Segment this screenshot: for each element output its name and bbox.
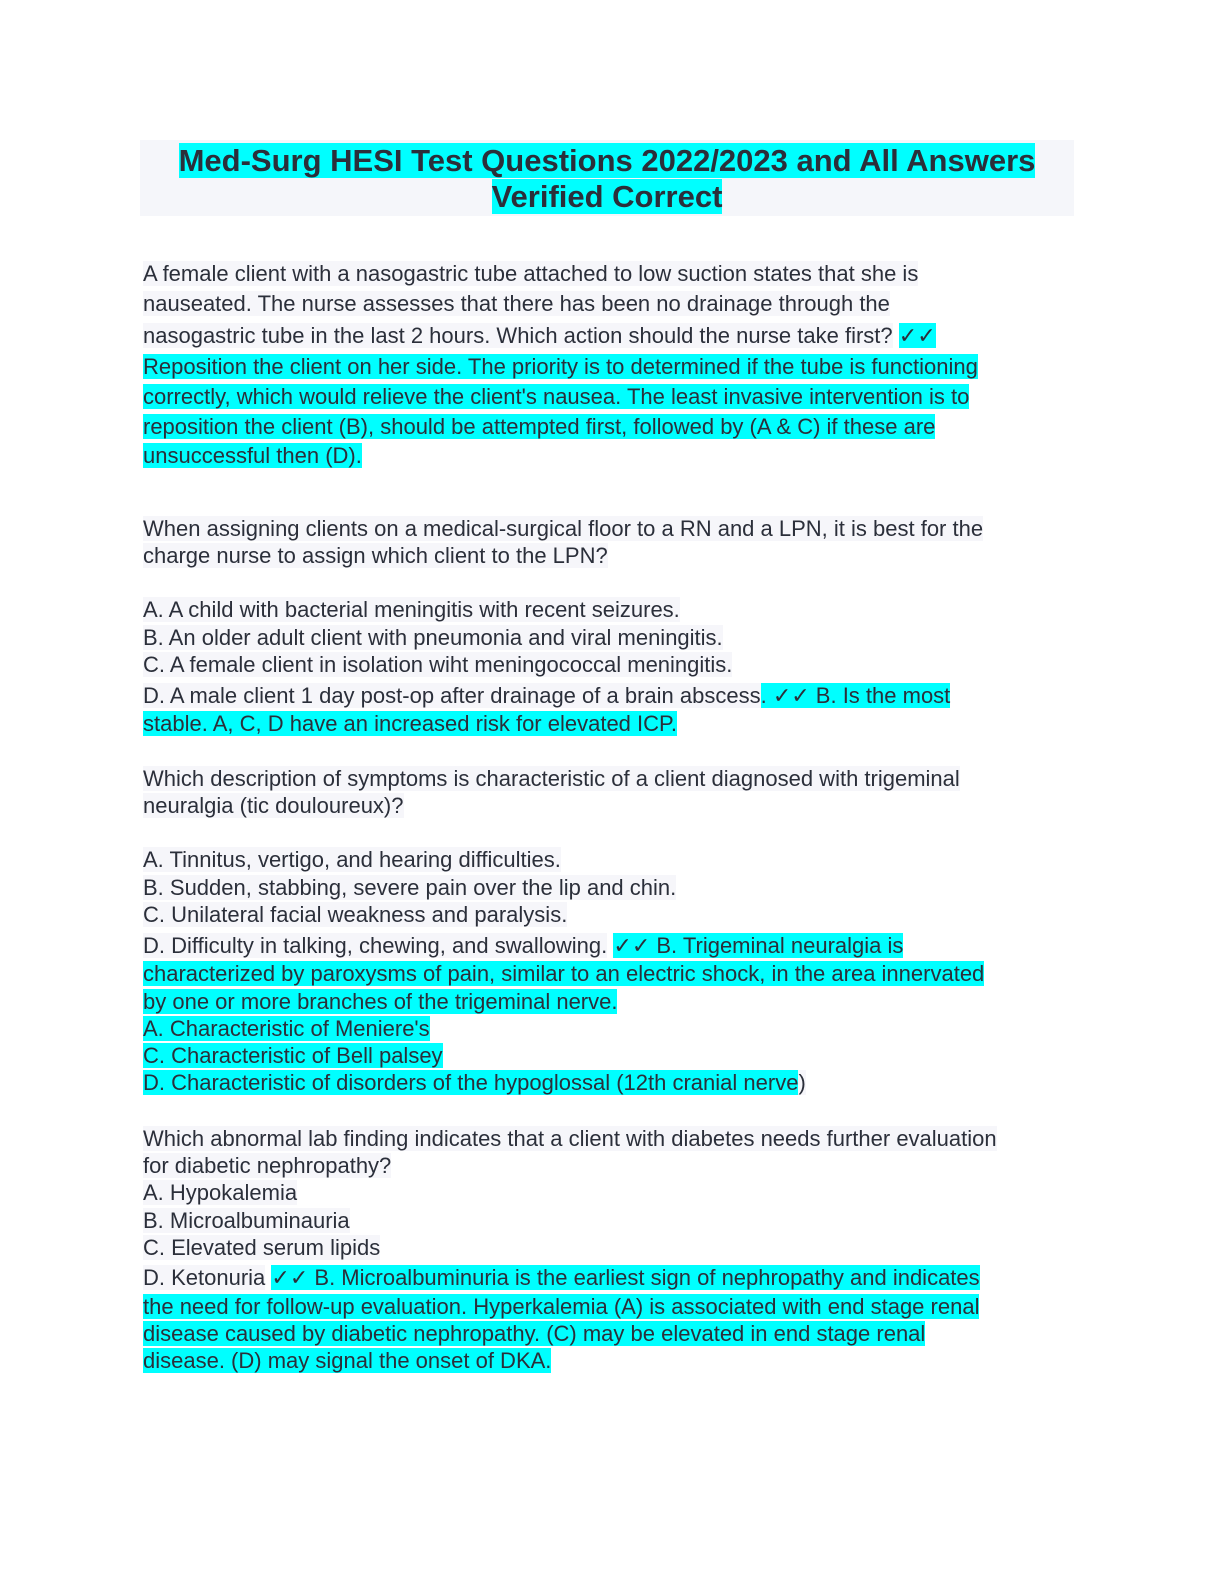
answer-text: A. Characteristic of Meniere's: [143, 1016, 430, 1041]
answer-text: C. Characteristic of Bell palsey: [143, 1043, 443, 1068]
title-block: [140, 140, 1074, 216]
q1-answer-line: [143, 442, 362, 470]
q3-line: [143, 765, 960, 793]
q4-answer-line: [143, 1293, 979, 1321]
question-text: Which abnormal lab finding indicates that a client with diabetes needs further evaluation: [143, 1126, 997, 1151]
answer-text: Reposition the client on her side. The priority is to determined if the tube is functioning: [143, 354, 978, 379]
q3-line: [143, 792, 404, 820]
q3-answer-line: [143, 1015, 430, 1043]
q2-option-c: C. A female client in isolation wiht meningococcal meningitis.: [143, 652, 733, 677]
title-line-2: [140, 179, 1074, 215]
question-text: charge nurse to assign which client to the LPN?: [143, 543, 608, 568]
answer-text: stable. A, C, D have an increased risk for elevated ICP.: [143, 711, 677, 736]
check-mark-icon: ✓✓: [898, 323, 936, 348]
q3-answer-line: [143, 988, 617, 1016]
q4-option-c: C. Elevated serum lipids: [143, 1235, 381, 1260]
question-text: A female client with a nasogastric tube attached to low suction states that she is: [143, 261, 919, 286]
q1-line: [143, 290, 890, 318]
question-text: neuralgia (tic douloureux)?: [143, 793, 404, 818]
answer-text: reposition the client (B), should be attempted first, followed by (A & C) if these are: [143, 414, 936, 439]
q3-option-d: D. Difficulty in talking, chewing, and swallowing. ✓✓ B. Trigeminal neuralgia is: [143, 933, 904, 958]
answer-text: disease caused by diabetic nephropathy. (C) may be elevated in end stage renal: [143, 1321, 926, 1346]
q4-line: [143, 1125, 997, 1153]
q3-option-b: B. Sudden, stabbing, severe pain over the lip and chin.: [143, 875, 677, 900]
q1-line: [143, 260, 918, 288]
q4-answer-line: [143, 1347, 551, 1375]
answer-text: correctly, which would relieve the client's nausea. The least invasive intervention is to: [143, 384, 970, 409]
question-text: nauseated. The nurse assesses that there has been no drainage through the: [143, 291, 890, 316]
title-line-1: [140, 143, 1074, 179]
question-text: When assigning clients on a medical-surgical floor to a RN and a LPN, it is best for the: [143, 516, 984, 541]
q4-option-d: D. Ketonuria ✓✓ B. Microalbuminuria is the earliest sign of nephropathy and indicates: [143, 1265, 980, 1290]
q1-answer-line: [143, 383, 969, 411]
question-text: Which description of symptoms is characteristic of a client diagnosed with trigeminal: [143, 766, 960, 791]
answer-text: unsuccessful then (D).: [143, 443, 362, 468]
q2-line: [143, 515, 983, 543]
q3-answer-line: D. Characteristic of disorders of the hypoglossal (12th cranial nerve): [143, 1070, 806, 1095]
q3-answer-line: [143, 1042, 443, 1070]
answer-text: characterized by paroxysms of pain, similar to an electric shock, in the area innervated: [143, 961, 985, 986]
q2-option-b: B. An older adult client with pneumonia and viral meningitis.: [143, 625, 723, 650]
q2-option-d: D. A male client 1 day post-op after drainage of a brain abscess. ✓✓ B. Is the most: [143, 683, 951, 708]
q2-answer-line: [143, 710, 677, 738]
title-text-1: Med-Surg HESI Test Questions 2022/2023 and All Answers: [178, 143, 1036, 178]
q4-option-a: A. Hypokalemia: [143, 1180, 298, 1205]
q2-option-a: A. A child with bacterial meningitis with recent seizures.: [143, 597, 680, 622]
answer-text: by one or more branches of the trigeminal nerve.: [143, 989, 618, 1014]
answer-text: ✓✓ B. Trigeminal neuralgia is: [613, 933, 904, 958]
q1-answer-line: [143, 353, 978, 381]
answer-text: ✓✓ B. Microalbuminuria is the earliest sign of nephropathy and indicates: [271, 1265, 980, 1290]
answer-text: . ✓✓ B. Is the most: [760, 683, 951, 708]
question-text: nasogastric tube in the last 2 hours. Which action should the nurse take first?: [143, 323, 893, 348]
title-text-2: Verified Correct: [491, 179, 723, 214]
q3-option-c: C. Unilateral facial weakness and paralysis.: [143, 902, 568, 927]
answer-text: D. Characteristic of disorders of the hypoglossal (12th cranial nerve: [143, 1070, 799, 1095]
q3-answer-line: [143, 960, 984, 988]
q4-answer-line: [143, 1320, 925, 1348]
q4-option-b: B. Microalbuminauria: [143, 1208, 350, 1233]
answer-text: disease. (D) may signal the onset of DKA.: [143, 1348, 552, 1373]
q3-option-a: A. Tinnitus, vertigo, and hearing difficulties.: [143, 847, 561, 872]
answer-text: the need for follow-up evaluation. Hyperkalemia (A) is associated with end stage renal: [143, 1294, 980, 1319]
q4-line: [143, 1152, 391, 1180]
question-text: for diabetic nephropathy?: [143, 1153, 392, 1178]
q1-line: [143, 322, 936, 350]
q1-answer-line: [143, 413, 935, 441]
q2-line: [143, 542, 608, 570]
